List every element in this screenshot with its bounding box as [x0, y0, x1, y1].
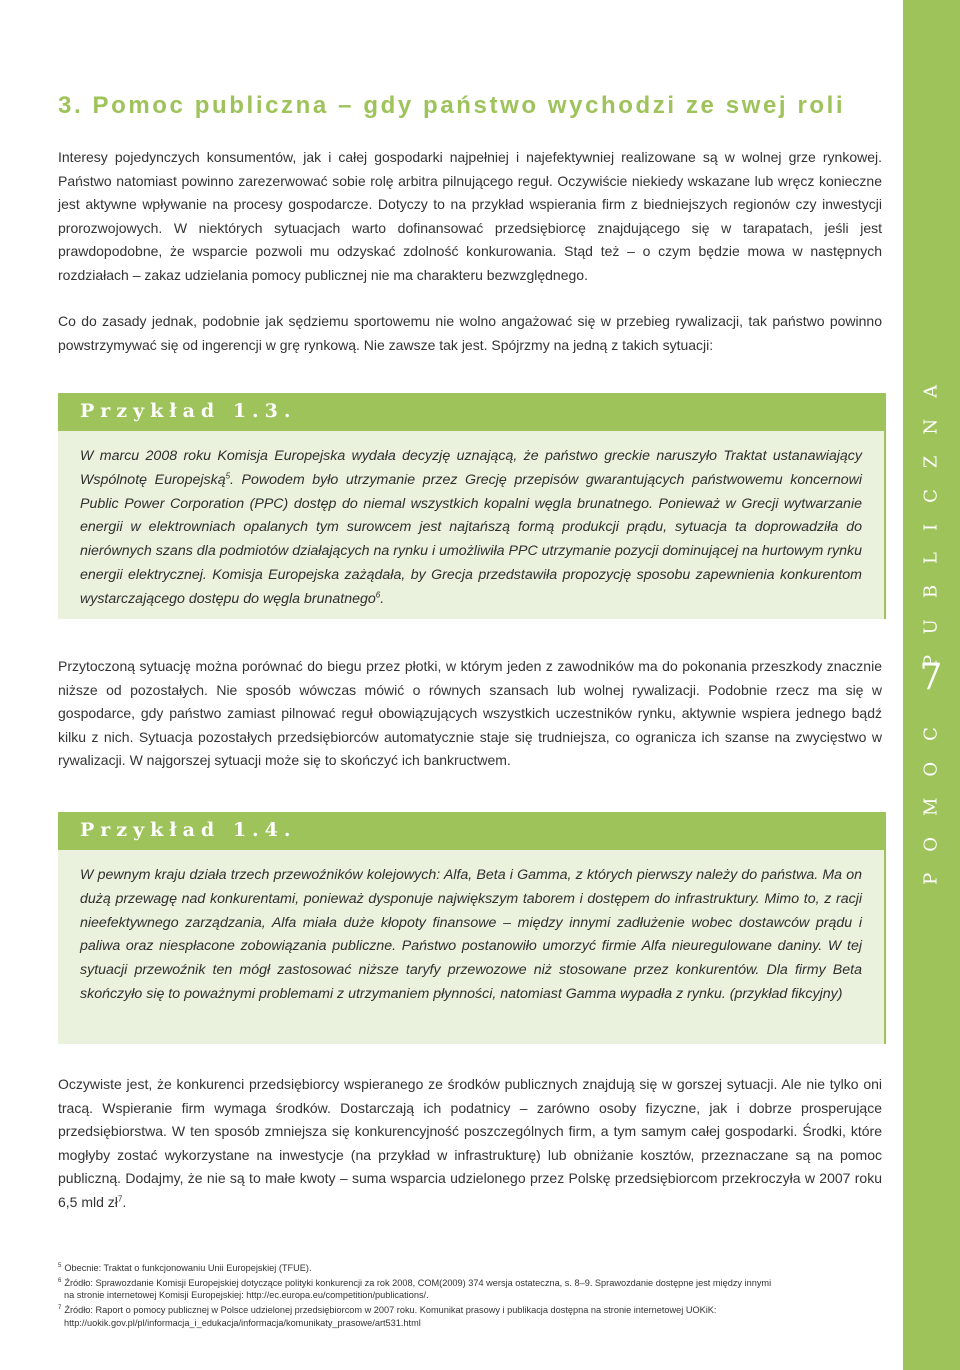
example-title: Przykład 1.4. — [80, 819, 297, 841]
footnote-ref-7: 7 — [117, 1193, 123, 1203]
footnote-6 — [58, 1275, 858, 1290]
closing-paragraph — [58, 1073, 882, 1214]
example-text-part-c: . — [380, 590, 385, 607]
intro-text-2: Co do zasady jednak, podobnie jak sędziemu sportowemu nie wolno angażować się w przebieg rywalizacji, tak państwo powinno powstrzymywać się od ingerencji w grę rynkową. Nie zawsze tak jest. Spójrzmy na jedną z takich sytuacji: — [58, 313, 882, 353]
example-text-part-a: W marcu 2008 roku Komisja Europejska wydała decyzję uznającą, że państwo greckie naruszyło Traktat ustanawiający Wspólnotę Europejską — [80, 448, 862, 488]
example-text: W pewnym kraju działa trzech przewoźników kolejowych: Alfa, Beta i Gamma, z których pierwszy należy do państwa. Ma on dużą przewagę nad konkurentami, ponieważ dysponuje największym taborem i dostępem do infrastruktury. Mimo to, z racji nieefektywnego zarządzania, Alfa miała duże kłopoty finansowe – między innymi zadłużenie wobec dostawców prądu i paliwa oraz niespłacone zobowiązania publiczne. Państwo postanowiło umorzyć firmie Alfa nieuregulowane daniny. W tej sytuacji przewoźnik ten mógł zastosować niższe taryfy przewozowe niż stosowane przez konkurentów. Dla firmy Beta skończyło się to poważnymi problemami z utrzymaniem płynności, natomiast Gamma wypadła z rynku. (przykład fikcyjny) — [80, 867, 862, 1002]
footnote-ref-5: 5 — [225, 471, 231, 481]
intro-paragraph-2 — [58, 310, 882, 357]
footnote-7 — [58, 1302, 858, 1317]
example-body — [58, 431, 884, 628]
side-label-text: POMOC — [920, 706, 942, 885]
footnote-text: Źródło: Sprawozdanie Komisji Europejskiej dotyczące polityki konkurencji za rok 2008, COM(2009) 374 wersja ostateczna, s. 8–9. Sprawozdanie dostępne jest między innymi — [64, 1277, 772, 1288]
footnotes — [58, 1260, 858, 1329]
example-text — [80, 445, 862, 612]
footnote-7-continuation: http://uokik.gov.pl/pl/informacja_i_edukacja/informacja/komunikaty_prasowe/art531.html — [64, 1317, 421, 1328]
side-label-text: PUBLICZNA — [920, 363, 942, 668]
footnote-ref-6: 6 — [375, 590, 381, 600]
footnote-6-continuation: na stronie internetowej Komisji Europejskiej: http://ec.europa.eu/competition/publications/. — [64, 1290, 429, 1301]
footnote-text: Obecnie: Traktat o funkcjonowaniu Unii Europejskiej (TFUE). — [64, 1263, 312, 1274]
example-title: Przykład 1.3. — [80, 400, 297, 422]
closing-text — [58, 1073, 882, 1214]
footnote-5 — [58, 1260, 858, 1275]
side-label — [913, 363, 949, 885]
middle-text: Przytoczoną sytuację można porównać do biegu przez płotki, w którym jeden z zawodników ma do pokonania przeszkody znacznie niższe od pozostałych. Nie sposób wówczas mówić o równych szansach lub wolnej rywalizacji. Podobnie rzecz ma się w gospodarce, gdy państwo zamiast pilnować reguł obowiązujących wszystkich uczestników rynku, aktywnie wspiera jednego bądź kilku z nich. Sytuacja pozostałych przedsiębiorców automatycznie staje się trudniejsza, co ogranicza ich szanse na zwycięstwo w rywalizacji. W najgorszej sytuacji może się to skończyć ich bankructwem. — [58, 658, 882, 768]
footnote-text: Źródło: Raport o pomocy publicznej w Polsce udzielonej przedsiębiorcom w 2007 roku. Komunikat prasowy i publikacja dostępna na stronie internetowej UOKiK: — [64, 1304, 717, 1315]
section-heading: 3. Pomoc publiczna – gdy państwo wychodzi ze swej roli — [58, 92, 846, 119]
footnote-number: 7 — [58, 1304, 62, 1311]
intro-text-1: Interesy pojedynczych konsumentów, jak i całej gospodarki najpełniej i najefektywniej realizowane są w wolnej grze rynkowej. Państwo natomiast powinno zarezerwować sobie rolę arbitra pilnującego reguł. Oczywiście niekiedy wskazane lub wręcz konieczne jest aktywne wpływanie na procesy gospodarcze. Dotyczy to na przykład wspierania firm z biedniejszych regionów czy inwestycji prorozwojowych. W niektórych sytuacjach warto dofinansować przedsiębiorcę znajdującego się w tarapatach, jeśli jest prawdopodobne, że wsparcie pozwoli mu odzyskać zdolność konkurowania. Stąd też – o czym będzie mowa w następnych rozdziałach – zakaz udzielania pomocy publicznej nie ma charakteru bezwzględnego. — [58, 149, 882, 283]
side-bar — [903, 0, 960, 1370]
page-number: 7 — [919, 657, 943, 698]
middle-paragraph — [58, 655, 882, 773]
closing-text-end: . — [122, 1193, 127, 1210]
example-text-part-b: . Powodem było utrzymanie przez Grecję przepisów gwarantujących państwowemu koncernowi Public Power Corporation (PPC) dostęp do niemal wszystkich kopalni węgla brunatnego. Ponieważ w Grecji wytwarzanie energii w elektrowniach opalanych tym surowcem jest najtańszą formą produkcji prądu, sytuacja ta doprowadziła do nierównych szans dla podmiotów działających na rynku i umożliwiła PPC utrzymanie pozycji dominującej na hurtowym rynku energii elektrycznej. Komisja Europejska zażądała, by Grecja przedstawiła propozycję sposobu zapewnienia konkurentom wystarczającego dostępu do węgla brunatnego — [80, 471, 862, 607]
example-banner — [58, 393, 884, 431]
example-box-1-3 — [58, 393, 886, 619]
example-box-1-4 — [58, 812, 886, 1044]
closing-text-main: Oczywiste jest, że konkurenci przedsiębiorcy wspieranego ze środków publicznych znajdują się w gorszej sytuacji. Ale nie tylko oni tracą. Wspieranie firm wymaga środków. Dostarczają ich podatnicy – zarówno osoby fizyczne, jak i dobrze prosperujące przedsiębiorstwa. W ten sposób zmniejsza się konkurencyjność poszczególnych firm, a tym samym całej gospodarki. Środki, które mogłyby zostać wykorzystane na inwestycje (na przykład w infrastrukturę) lub obniżanie kosztów, przeznaczane są na pomoc publiczną. Dodajmy, że nie są to małe kwoty – suma wsparcia udzielonego przez Polskę przedsiębiorcom przekroczyła w 2007 roku 6,5 mld zł — [58, 1076, 882, 1210]
example-body — [58, 850, 884, 1023]
footnote-number: 6 — [58, 1277, 62, 1284]
footnote-number: 5 — [58, 1263, 62, 1269]
example-banner — [58, 812, 884, 850]
intro-paragraph-1 — [58, 146, 882, 287]
